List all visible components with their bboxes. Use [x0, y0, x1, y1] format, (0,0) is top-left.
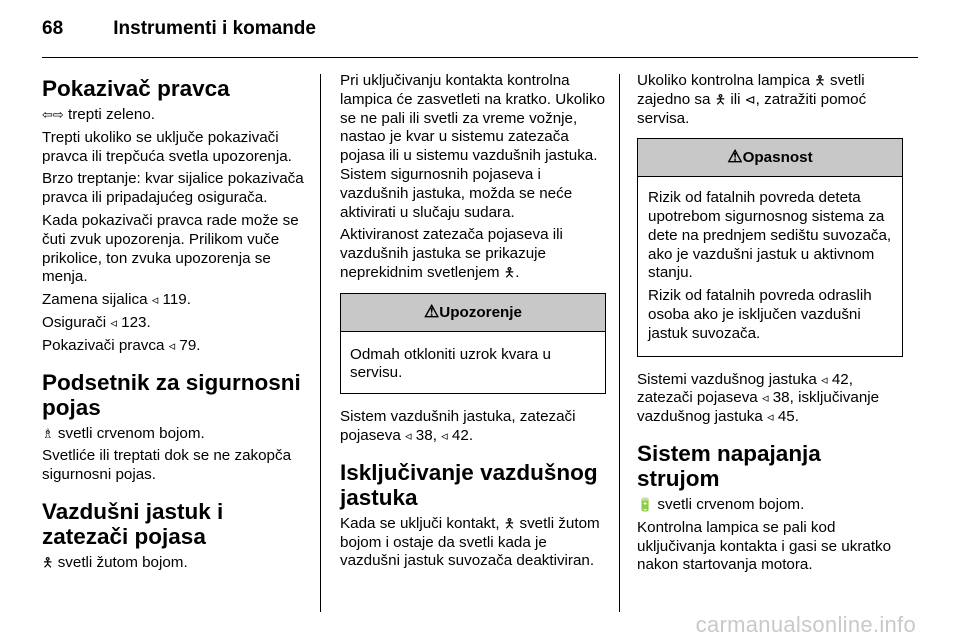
- paragraph: ⇦⇨ trepti zeleno.: [42, 106, 155, 123]
- heading-power-system: Sistem napajanja strujom: [637, 440, 821, 491]
- airbag-icon: 🯅: [714, 91, 727, 107]
- paragraph: Sistem vazdušnih jastuka, zatezači pojaseva ◃ 38, ◃ 42.: [340, 408, 576, 444]
- heading-turn-signal: Pokazivač pravca: [42, 76, 230, 101]
- reference: Pokazivači pravca ◃ 79.: [42, 336, 201, 354]
- reference-icon: ◃: [821, 371, 828, 387]
- reference-icon: ◃: [767, 409, 774, 425]
- reference-icon: ◃: [110, 314, 117, 330]
- paragraph: Ukoliko kontrolna lampica 🯅 svetli zajedno sa 🯅 ili ⊲, zatražiti pomoć servisa.: [637, 72, 867, 127]
- battery-icon: 🔋: [637, 496, 654, 512]
- reference-icon: ◃: [405, 427, 412, 443]
- paragraph: Svetliće ili treptati dok se ne zakopča sigurnosni pojas.: [42, 447, 292, 484]
- paragraph: ♗ svetli crvenom bojom.: [42, 424, 205, 442]
- danger-box: [637, 138, 903, 356]
- warning-box-body: Odmah otkloniti uzrok kvara u servisu.: [350, 345, 551, 382]
- reference: Zamena sijalica ◃ 119.: [42, 291, 191, 309]
- chapter-title: Instrumenti i komande: [113, 18, 316, 39]
- reference-icon: ◃: [151, 292, 159, 308]
- warning-icon: ⚠: [424, 301, 440, 321]
- danger-box-header: ⚠Opasnost: [638, 139, 902, 177]
- warning-box: [340, 293, 606, 394]
- child-seat-icon: ⊲: [744, 91, 756, 107]
- heading-seatbelt-reminder: Podsetnik za sigurnosni pojas: [42, 369, 301, 420]
- page-header: [42, 18, 316, 40]
- danger-box-body: [638, 177, 902, 355]
- paragraph: Sistemi vazdušnog jastuka ◃ 42, zatezači pojaseva ◃ 38, isključivanje vazdušnog jastuka ◃ 45.: [637, 370, 880, 426]
- paragraph: Aktiviranost zatezača pojaseva ili vazdušnih jastuka se prikazuje neprekidnim svetlenjem 🯅.: [340, 226, 563, 281]
- paragraph: Pri uključivanju kontakta kontrolna lampica će zasvetleti na kratko. Ukoliko se ne pali ili svetli za vreme vožnje, nastao je kvar u sistemu zatezača pojasa ili u sistemu vazdušnih jastuka. Sistem sigurnosnih pojaseva i vazdušnih jastuka, možda se neće aktivirati u slučaju sudara.: [340, 72, 606, 221]
- column-2: [340, 72, 606, 575]
- heading-airbag: Vazdušni jastuk i zatezači pojasa: [42, 498, 224, 549]
- airbag-off-icon: 🯅: [814, 73, 826, 88]
- paragraph: Rizik od fatalnih povreda odraslih osoba ako je isključen vazdušni jastuk suvozača.: [648, 287, 872, 342]
- reference: Osigurači ◃ 123.: [42, 313, 151, 331]
- paragraph: Kada pokazivači pravca rade može se čuti zvuk upozorenja. Prilikom vuče prikolice, ton zvuka upozorenja se menja.: [42, 211, 299, 286]
- column-1: [42, 72, 308, 577]
- column-divider: [320, 74, 321, 612]
- column-3: [637, 72, 903, 579]
- paragraph: Brzo treptanje: kvar sijalice pokazivača pravca ili pripadajućeg osigurača.: [42, 170, 304, 207]
- reference-icon: ◃: [168, 337, 176, 353]
- reference-icon: ◃: [761, 390, 769, 406]
- header-rule: [42, 57, 918, 58]
- paragraph: Kada se uključi kontakt, 🯅 svetli žutom bojom i ostaje da svetli kada je vazdušni jastuk suvozača deaktiviran.: [340, 514, 600, 570]
- paragraph: 🯅 svetli žutom bojom.: [42, 553, 188, 571]
- turn-arrows-icon: ⇦⇨: [42, 107, 64, 122]
- warning-box-header: ⚠Upozorenje: [341, 294, 605, 332]
- column-divider: [619, 74, 620, 612]
- page-number: 68: [42, 18, 64, 39]
- paragraph: 🔋 svetli crvenom bojom.: [637, 495, 805, 513]
- paragraph: Trepti ukoliko se uključe pokazivači pravca ili trepčuća svetla upozorenja.: [42, 128, 292, 165]
- paragraph: Rizik od fatalnih povreda deteta upotrebom sigurnosnog sistema za dete na prednjem sedištu suvozača, ako je vazdušni jastuk u aktivnom stanju.: [648, 189, 892, 282]
- paragraph: Kontrolna lampica se pali kod uključivanja kontakta i gasi se ukratko nakon startovanja motora.: [637, 518, 892, 574]
- warning-icon: ⚠: [727, 147, 743, 167]
- airbag-icon: 🯅: [42, 554, 54, 570]
- reference-icon: ◃: [441, 427, 448, 443]
- airbag-icon: 🯅: [503, 264, 516, 280]
- airbag-off-icon: 🯅: [503, 515, 516, 531]
- watermark: carmanualsonline.info: [695, 612, 916, 637]
- heading-airbag-deactivation: Isključivanje vazdušnog jastuka: [340, 459, 598, 510]
- seatbelt-icon: ♗: [42, 425, 54, 441]
